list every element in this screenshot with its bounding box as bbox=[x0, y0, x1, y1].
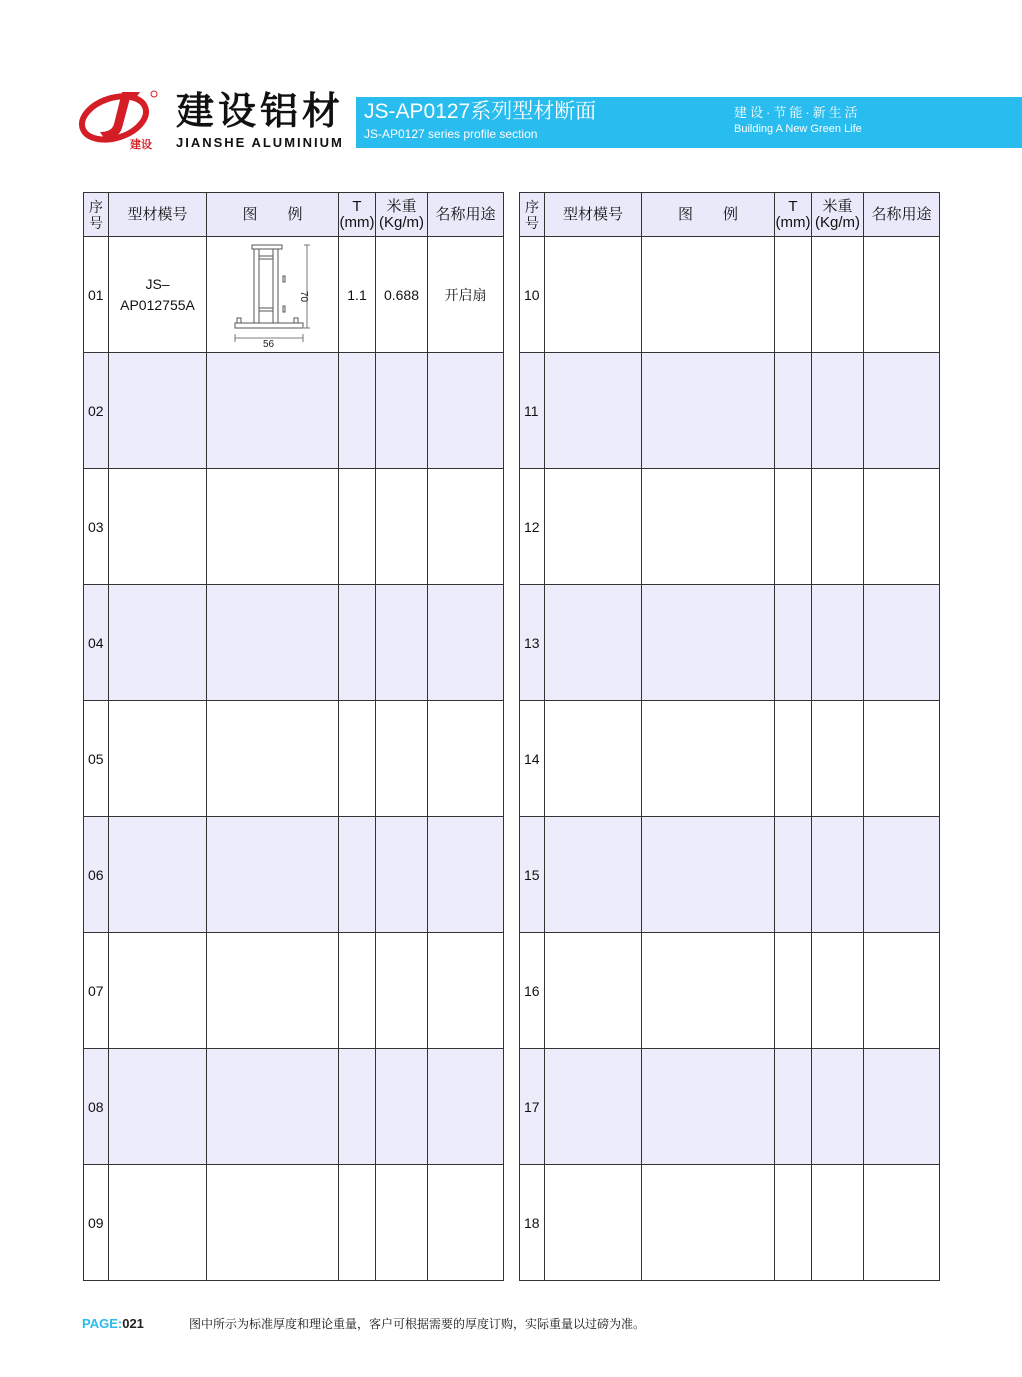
table-header-row bbox=[84, 193, 504, 237]
dim-height: 70 bbox=[297, 291, 309, 303]
row-usage: 开启扇 bbox=[428, 237, 504, 353]
table-row bbox=[84, 701, 504, 817]
table-row bbox=[84, 585, 504, 701]
row-number: 04 bbox=[84, 585, 109, 701]
table-row bbox=[520, 933, 940, 1049]
row-number: 08 bbox=[84, 1049, 109, 1165]
row-number: 09 bbox=[84, 1165, 109, 1281]
footer-note: 图中所示为标准厚度和理论重量，客户可根据需要的厚度订购，实际重量以过磅为准。 bbox=[189, 1317, 646, 1331]
page-label: PAGE: bbox=[82, 1316, 123, 1331]
header-seq: 序号 bbox=[84, 193, 109, 237]
header-banner bbox=[356, 97, 1022, 148]
header-model: 型材模号 bbox=[109, 193, 207, 237]
header-figure: 图 例 bbox=[642, 193, 775, 237]
banner-subtitle: JS-AP0127 series profile section bbox=[364, 127, 538, 141]
header-usage: 名称用途 bbox=[428, 193, 504, 237]
row-number: 16 bbox=[520, 933, 545, 1049]
row-number: 03 bbox=[84, 469, 109, 585]
table-row bbox=[520, 1049, 940, 1165]
header-usage: 名称用途 bbox=[864, 193, 940, 237]
slogan-en: Building A New Green Life bbox=[734, 123, 862, 135]
header-weight: 米重 (Kg/m) bbox=[812, 193, 864, 237]
row-thickness: 1.1 bbox=[339, 237, 376, 353]
logo-text: 建设 bbox=[130, 138, 152, 150]
row-figure bbox=[207, 237, 339, 353]
table-row bbox=[520, 817, 940, 933]
row-number: 07 bbox=[84, 933, 109, 1049]
header-model: 型材模号 bbox=[545, 193, 642, 237]
row-number: 12 bbox=[520, 469, 545, 585]
dim-width: 56 bbox=[262, 339, 274, 348]
row-number: 17 bbox=[520, 1049, 545, 1165]
row-model: JS– AP012755A bbox=[109, 237, 207, 353]
profile-table-left bbox=[83, 192, 504, 1281]
row-number: 02 bbox=[84, 353, 109, 469]
page-number: 021 bbox=[122, 1316, 144, 1331]
table-row bbox=[84, 933, 504, 1049]
row-number: 11 bbox=[520, 353, 545, 469]
table-row bbox=[520, 1165, 940, 1281]
row-weight: 0.688 bbox=[376, 237, 428, 353]
profile-section-drawing bbox=[228, 238, 318, 348]
row-number: 13 bbox=[520, 585, 545, 701]
header-thickness: T (mm) bbox=[339, 193, 376, 237]
header-thickness: T (mm) bbox=[775, 193, 812, 237]
profile-table-right bbox=[519, 192, 940, 1281]
page-indicator bbox=[82, 1317, 144, 1330]
table-row bbox=[84, 469, 504, 585]
row-number: 14 bbox=[520, 701, 545, 817]
header-weight: 米重 (Kg/m) bbox=[376, 193, 428, 237]
brand-name-en: JIANSHE ALUMINIUM bbox=[176, 135, 344, 150]
banner-title: JS-AP0127系列型材断面 bbox=[364, 100, 597, 123]
row-number: 06 bbox=[84, 817, 109, 933]
table-row bbox=[520, 469, 940, 585]
table-header-row bbox=[520, 193, 940, 237]
table-row bbox=[520, 701, 940, 817]
row-number: 05 bbox=[84, 701, 109, 817]
header-seq: 序号 bbox=[520, 193, 545, 237]
table-row bbox=[520, 585, 940, 701]
logo-mark-icon bbox=[78, 88, 158, 150]
row-number: 01 bbox=[84, 237, 109, 353]
row-number: 18 bbox=[520, 1165, 545, 1281]
row-number: 15 bbox=[520, 817, 545, 933]
table-row bbox=[84, 817, 504, 933]
table-row bbox=[520, 353, 940, 469]
slogan-cn: 建设·节能·新生活 bbox=[734, 105, 861, 120]
row-number: 10 bbox=[520, 237, 545, 353]
table-row bbox=[84, 1049, 504, 1165]
table-row bbox=[84, 237, 504, 353]
table-row bbox=[84, 353, 504, 469]
table-row bbox=[84, 1165, 504, 1281]
header-figure: 图 例 bbox=[207, 193, 339, 237]
brand-name-cn: 建设铝材 bbox=[176, 89, 345, 133]
table-row bbox=[520, 237, 940, 353]
